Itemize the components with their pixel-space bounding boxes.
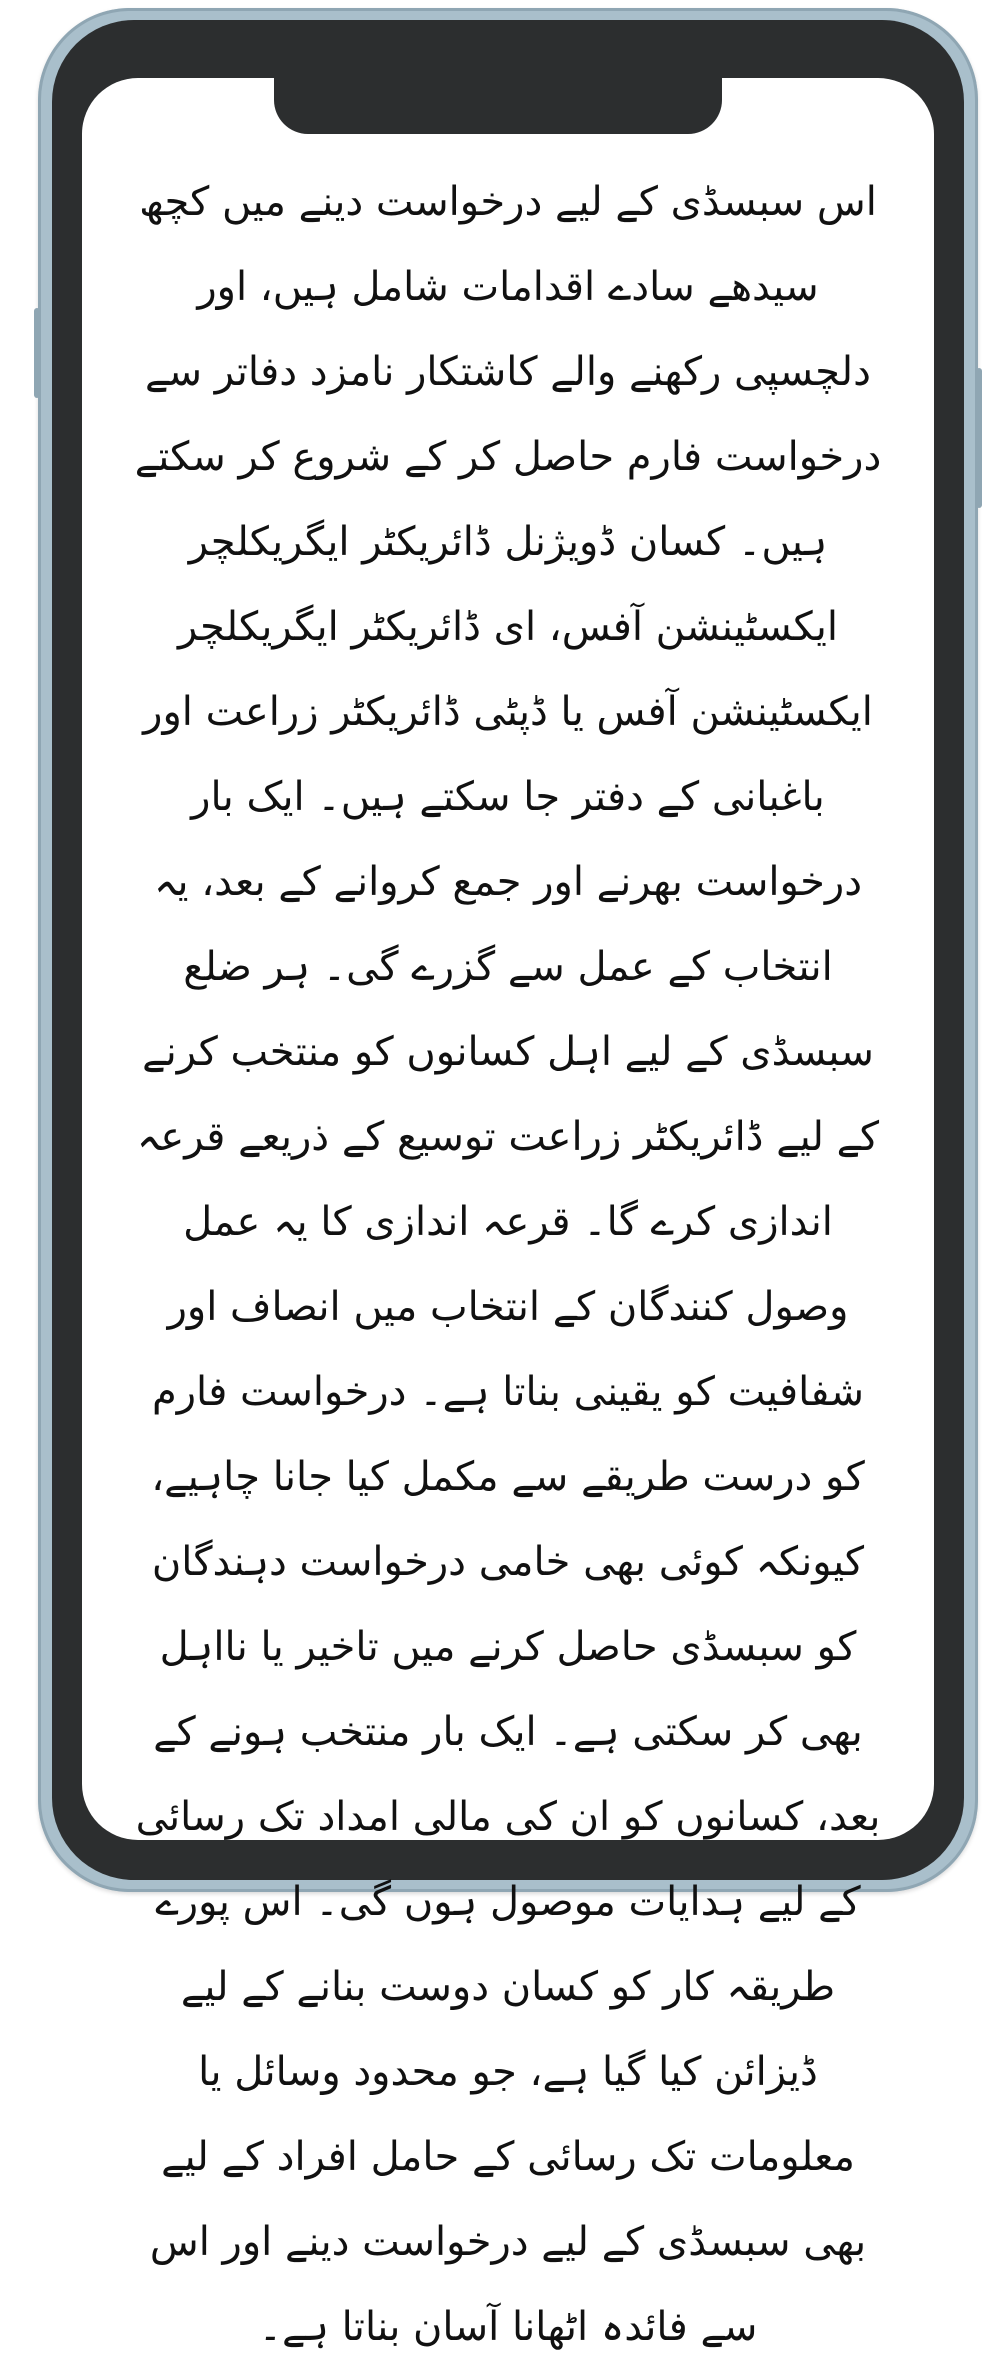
phone-side-button <box>976 368 982 508</box>
phone-screen <box>82 78 934 2350</box>
article-text: اس سبسڈی کے لیے درخواست دینے میں کچھ سیدھے سادے اقدامات شامل ہیں، اور دلچسپی رکھنے والے کاشتکار نامزد دفاتر سے درخواست فارم حاصل کر کے شروع کر سکتے ہیں۔ کسان ڈویژنل ڈائریکٹر ایگریکلچر ایکسٹینشن آفس، ای ڈائریکٹر ایگریکلچر ایکسٹینشن آفس یا ڈپٹی ڈائریکٹر زراعت اور باغبانی کے دفتر جا سکتے ہیں۔ ایک بار درخواست بھرنے اور جمع کروانے کے بعد، یہ انتخاب کے عمل سے گزرے گی۔ ہر ضلع سبسڈی کے لیے اہل کسانوں کو منتخب کرنے کے لیے ڈائریکٹر زراعت توسیع کے ذریعے قرعہ اندازی کرے گا۔ قرعہ اندازی کا یہ عمل وصول کنندگان کے انتخاب میں انصاف اور شفافیت کو یقینی بناتا ہے۔ درخواست فارم کو درست طریقے سے مکمل کیا جانا چاہیے، کیونکہ کوئی بھی خامی درخواست دہندگان کو سبسڈی حاصل کرنے میں تاخیر یا نااہل بھی کر سکتی ہے۔ ایک بار منتخب ہونے کے بعد، کسانوں کو ان کی مالی امداد تک رسائی کے لیے ہدایات موصول ہوں گی۔ اس پورے طریقہ کار کو کسان دوست بنانے کے لیے ڈیزائن کیا گیا ہے، جو محدود وسائل یا معلومات تک رسائی کے حامل افراد کے لیے بھی سبسڈی کے لیے درخواست دینے اور اس سے فائدہ اٹھانا آسان بناتا ہے۔ <box>134 179 882 2350</box>
phone-body <box>52 20 964 2350</box>
phone-side-button <box>34 308 40 398</box>
phone-notch <box>274 40 722 134</box>
phone-frame <box>38 8 978 2350</box>
